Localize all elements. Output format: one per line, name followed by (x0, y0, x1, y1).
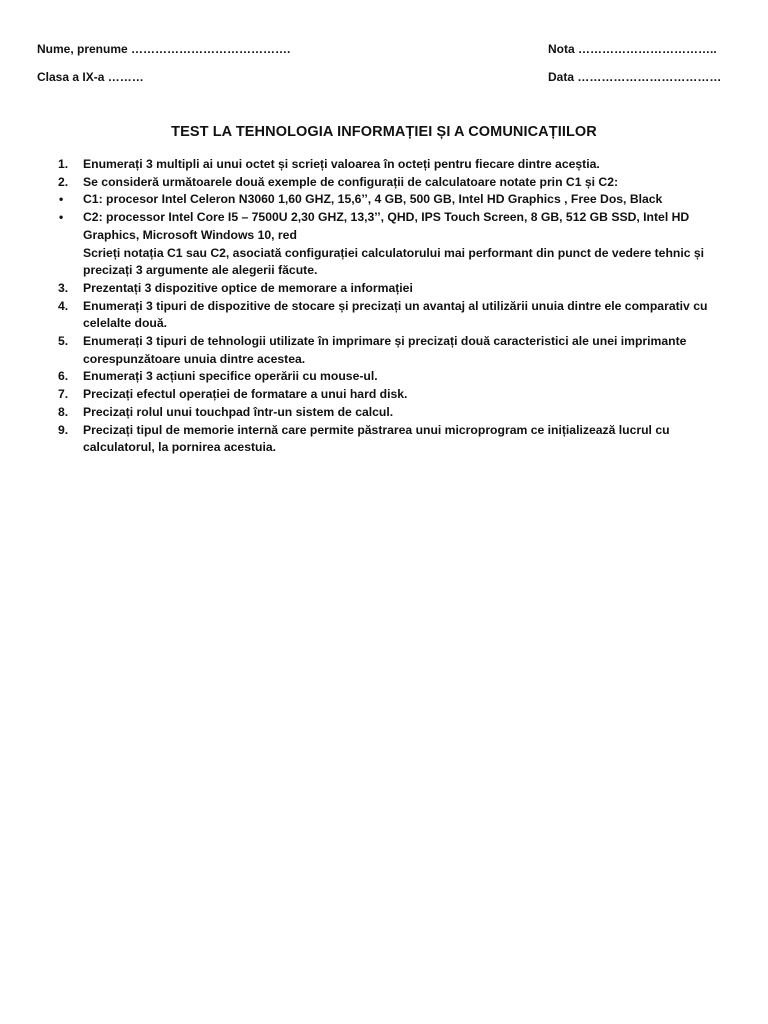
question-item (37, 386, 737, 404)
question-number: 7. (58, 387, 69, 402)
question-text: Enumerați 3 tipuri de dispozitive de stocare și precizați un avantaj al utilizării unuia dintre ele comparativ cu celelalte două. (83, 298, 708, 331)
question-text: Enumerați 3 tipuri de tehnologii utilizate în imprimare și precizați două caracteristici ale unei imprimante corespunzătoare unuia dintre acestea. (83, 334, 687, 366)
page-title: TEST LA TEHNOLOGIA INFORMAȚIEI ȘI A COMUNICAȚIILOR (171, 124, 597, 140)
question-item (37, 174, 737, 192)
list-item (37, 209, 737, 244)
question-text: Prezentați 3 dispozitive optice de memorare a informației (83, 280, 413, 295)
question-number: 4. (58, 298, 69, 313)
student-name-field: Nume, prenume …………………………………. (37, 42, 291, 56)
question-text: Enumerați 3 multipli ai unui octet și scrieți valoarea în octeți pentru fiecare dintre aceștia. (83, 157, 600, 171)
question-item (37, 156, 737, 174)
question-number: 6. (58, 369, 69, 384)
question-item (37, 333, 737, 368)
question-text: Scrieți notația C1 sau C2, asociată configurației calculatorului mai performant din punct de vedere tehnic și precizați 3 argumente ale alegerii făcute. (83, 245, 705, 278)
class-field: Clasa a IX-a ……… (37, 70, 144, 84)
question-continuation (37, 245, 737, 280)
bullet-icon: • (59, 192, 64, 207)
question-number: 1. (58, 157, 69, 171)
bullet-icon: • (59, 210, 64, 225)
question-number: 2. (58, 174, 69, 189)
question-text: Precizați rolul unui touchpad într-un sistem de calcul. (83, 404, 394, 419)
question-text: Precizați tipul de memorie internă care permite păstrarea unui microprogram ce inițializează lucrul cu calculatorul, la pornirea acestuia. (83, 422, 670, 455)
question-item (37, 404, 737, 422)
configuration-text: C2: processor Intel Core I5 – 7500U 2,30 GHZ, 13,3’’, QHD, IPS Touch Screen, 8 GB, 512 GB SSD, Intel HD Graphics, Microsoft Windows 10, red (83, 210, 690, 242)
question-item (37, 298, 737, 333)
date-field: Data ……………………………… (548, 70, 722, 84)
question-item (37, 280, 737, 298)
question-text: Se consideră următoarele două exemple de configurații de calculatoare notate prin C1 și C2: (83, 174, 619, 189)
configuration-text: C1: procesor Intel Celeron N3060 1,60 GHZ, 15,6’’, 4 GB, 500 GB, Intel HD Graphics , Free Dos, Black (83, 192, 663, 207)
question-item (37, 368, 737, 386)
question-number: 8. (58, 404, 69, 419)
question-number: 3. (58, 280, 69, 295)
question-text: Enumerați 3 acțiuni specifice operării cu mouse-ul. (83, 369, 378, 384)
question-list (37, 156, 737, 457)
list-item (37, 191, 737, 209)
question-item (37, 422, 737, 457)
question-number: 9. (58, 422, 69, 437)
question-text: Precizați efectul operației de formatare a unui hard disk. (83, 387, 408, 402)
configuration-list (37, 191, 737, 244)
grade-field: Nota …………………………….. (548, 42, 717, 56)
question-number: 5. (58, 334, 69, 349)
